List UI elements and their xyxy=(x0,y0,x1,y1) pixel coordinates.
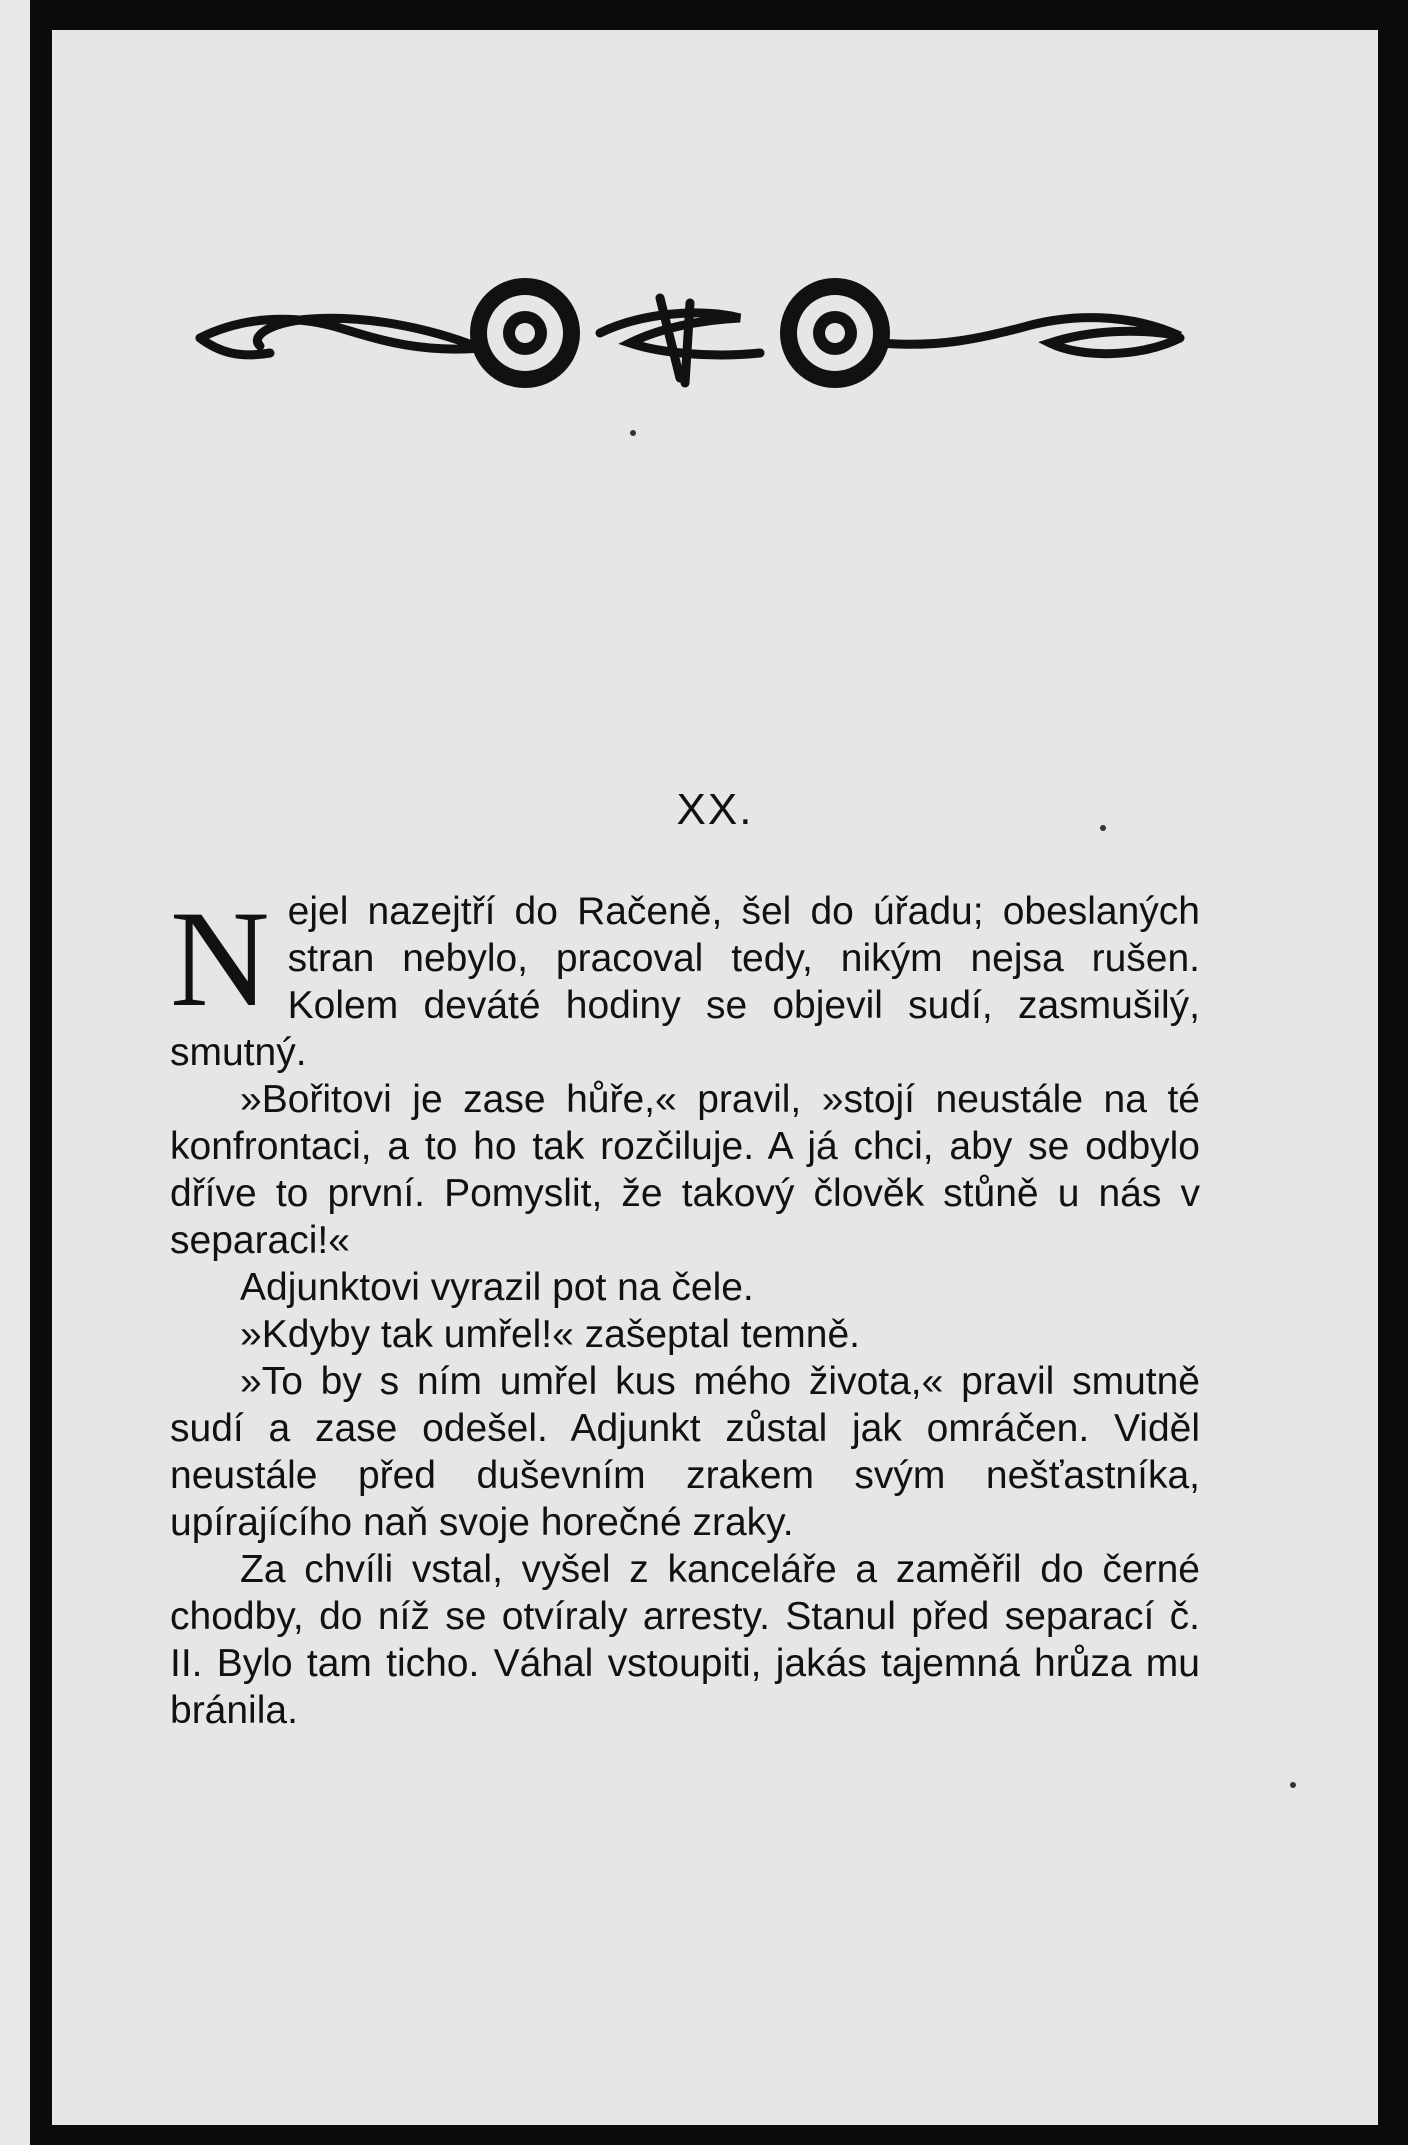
paper-speck xyxy=(1290,1782,1296,1788)
paragraph-3: Adjunktovi vyrazil pot na čele. xyxy=(240,1266,754,1309)
floral-vignette-icon xyxy=(180,258,1200,408)
paragraph-5: »To by s ním umřel kus mého života,« pravil smutně sudí a zase odešel. Adjunkt zůstal jak omráčen. Viděl neustále před duševním zrakem svým nešťastníka, upírajícího naň svoje horečné zraky. xyxy=(170,1360,1200,1544)
paper-speck xyxy=(1100,825,1106,831)
paragraph-1 xyxy=(170,882,1200,1076)
chapter-number: XX. xyxy=(676,785,754,834)
paragraph-6: Za chvíli vstal, vyšel z kanceláře a zaměřil do černé chodby, do níž se otvíraly arresty. Stanul před separací č. II. Bylo tam ticho. Váhal vstoupiti, jakás tajemná hrůza mu bránila. xyxy=(170,1548,1200,1732)
body-text xyxy=(170,882,1200,1734)
book-page xyxy=(52,30,1378,2125)
paragraph-1-text: ejel nazejtří do Račeně, šel do úřadu; obeslaných stran nebylo, pracoval tedy, nikým nejsa rušen. Kolem deváté hodiny se objevil sudí, zasmušilý, smutný. xyxy=(170,890,1200,1074)
paragraph-2: »Bořitovi je zase hůře,« pravil, »stojí neustále na té konfrontaci, a to ho tak rozčiluje. A já chci, aby se odbylo dříve to první. Pomyslit, že takový člověk stůně u nás v separaci!« xyxy=(170,1078,1200,1262)
adjacent-page-edge xyxy=(0,0,30,2145)
paragraph-4: »Kdyby tak umřel!« zašeptal temně. xyxy=(240,1313,860,1356)
paper-speck xyxy=(630,430,636,436)
drop-cap: N xyxy=(170,882,270,1035)
